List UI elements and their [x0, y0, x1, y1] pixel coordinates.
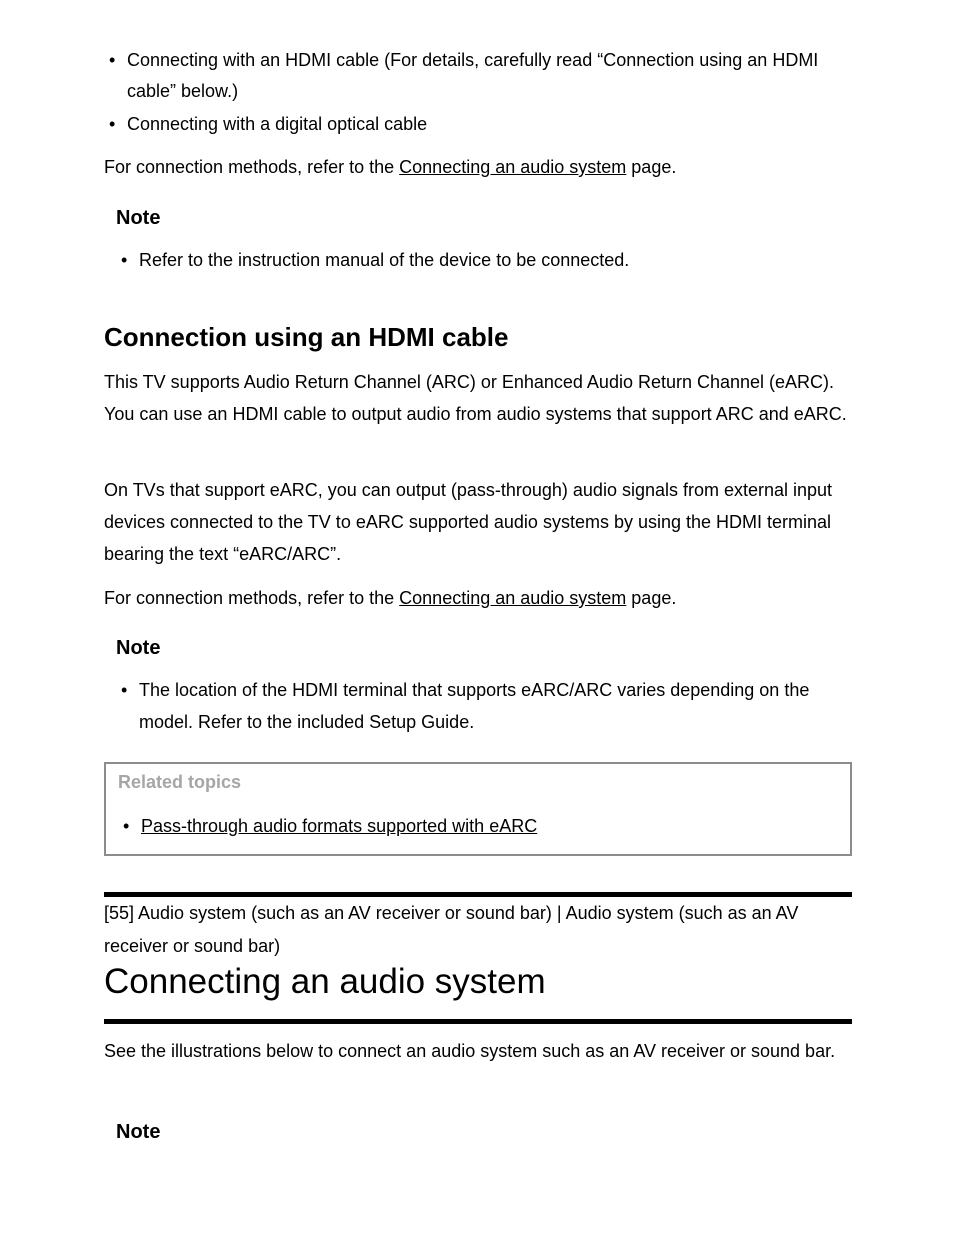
- related-topics-list: [123, 816, 538, 837]
- bullet-icon: •: [123, 816, 130, 836]
- title-underline: [104, 1019, 852, 1024]
- related-topic-link[interactable]: Pass-through audio formats supported with eARC: [141, 816, 538, 836]
- list-item: [109, 45, 852, 107]
- list-item: [123, 816, 538, 837]
- list-item-text: Connecting with a digital optical cable: [127, 114, 428, 134]
- list-item: [109, 109, 852, 140]
- connection-types-list: [109, 45, 852, 142]
- note-heading: Note: [116, 207, 161, 229]
- list-item-text: Connecting with an HDMI cable (For details, carefully read “Connection using an HDMI cable” below.): [127, 50, 819, 101]
- connecting-audio-system-link[interactable]: Connecting an audio system: [399, 588, 627, 608]
- note-list: [121, 674, 849, 738]
- paragraph-text: For connection methods, refer to the: [104, 588, 400, 608]
- paragraph-text: page.: [626, 157, 677, 177]
- paragraph-text: page.: [626, 588, 677, 608]
- page-title: Connecting an audio system: [104, 962, 546, 1001]
- connection-methods-paragraph: [104, 582, 852, 614]
- list-item: [121, 674, 849, 738]
- list-item: [121, 244, 849, 276]
- bullet-icon: •: [121, 680, 128, 700]
- note-heading: Note: [116, 1121, 161, 1143]
- bullet-icon: •: [109, 50, 116, 70]
- connection-methods-paragraph: [104, 151, 852, 183]
- hdmi-paragraph-1: This TV supports Audio Return Channel (ARC) or Enhanced Audio Return Channel (eARC). You can use an HDMI cable to output audio from audio systems that support ARC and eARC.: [104, 372, 847, 424]
- connecting-audio-system-link[interactable]: Connecting an audio system: [399, 157, 627, 177]
- section-heading: Connection using an HDMI cable: [104, 322, 509, 352]
- hdmi-paragraph-2: On TVs that support eARC, you can output (pass-through) audio signals from external input devices connected to the TV to eARC supported audio systems by using the HDMI terminal bearing the text “eARC/ARC”.: [104, 480, 833, 564]
- bullet-icon: •: [121, 250, 128, 270]
- breadcrumb: [55] Audio system (such as an AV receiver or sound bar) | Audio system (such as an AV receiver or sound bar): [104, 903, 799, 956]
- list-item-text: The location of the HDMI terminal that supports eARC/ARC varies depending on the model. Refer to the included Setup Guide.: [139, 680, 810, 732]
- related-topics-box: [104, 762, 852, 856]
- note-list: [121, 244, 849, 276]
- bullet-icon: •: [109, 114, 116, 134]
- list-item-text: Refer to the instruction manual of the device to be connected.: [139, 250, 630, 270]
- related-topics-title: Related topics: [118, 772, 242, 792]
- paragraph-text: For connection methods, refer to the: [104, 157, 400, 177]
- note-heading: Note: [116, 637, 161, 659]
- intro-paragraph: See the illustrations below to connect an audio system such as an AV receiver or sound bar.: [104, 1041, 836, 1061]
